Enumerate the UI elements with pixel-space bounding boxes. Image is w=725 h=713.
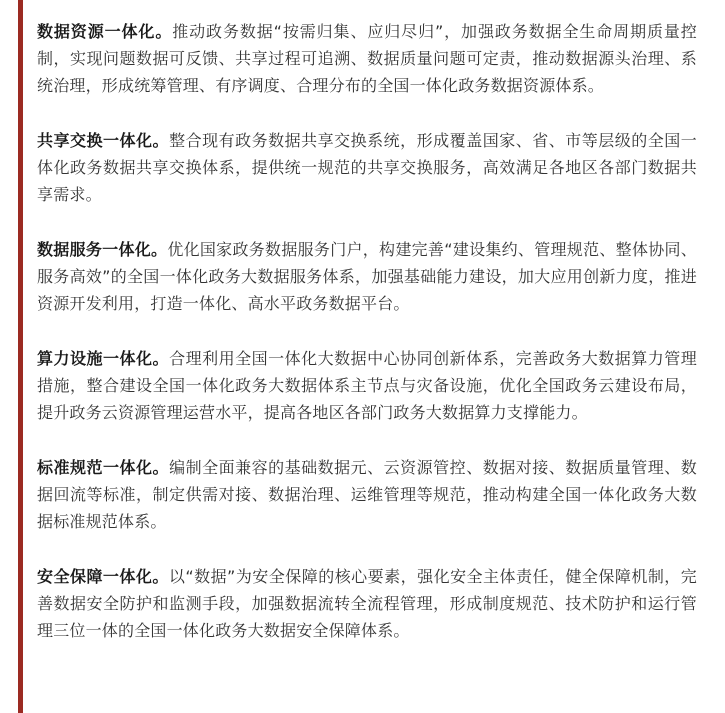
section-title: 数据服务一体化。 xyxy=(37,240,168,259)
section-title: 数据资源一体化。 xyxy=(37,22,173,41)
section-body: 编制全面兼容的基础数据元、云资源管控、数据对接、数据质量管理、数据回流等标准，制定供需对接、数据治理、运维管理等规范，推动构建全国一体化政务大数据标准规范体系。 xyxy=(37,458,697,531)
section-standards xyxy=(37,454,697,535)
section-body: 以“数据”为安全保障的核心要素，强化安全主体责任，健全保障机制，完善数据安全防护和监测手段，加强数据流转全流程管理，形成制度规范、技术防护和运行管理三位一体的全国一体化政务大数据安全保障体系。 xyxy=(37,567,697,640)
section-body: 优化国家政务数据服务门户，构建完善“建设集约、管理规范、整体协同、服务高效”的全国一体化政务大数据服务体系，加强基础能力建设，加大应用创新力度，推进资源开发利用，打造一体化、高水平政务数据平台。 xyxy=(37,240,698,313)
section-title: 标准规范一体化。 xyxy=(37,458,170,477)
section-security xyxy=(37,563,697,644)
section-data-services xyxy=(37,236,697,317)
section-body: 推动政务数据“按需归集、应归尽归”，加强政务数据全生命周期质量控制，实现问题数据可反馈、共享过程可追溯、数据质量问题可定责，推动数据源头治理、系统治理，形成统筹管理、有序调度、合理分布的全国一体化政务数据资源体系。 xyxy=(37,22,697,95)
section-sharing-exchange xyxy=(37,127,697,208)
section-body: 整合现有政务数据共享交换系统，形成覆盖国家、省、市等层级的全国一体化政务数据共享交换体系，提供统一规范的共享交换服务，高效满足各地区各部门数据共享需求。 xyxy=(37,131,697,204)
section-data-resources xyxy=(37,18,697,99)
section-body: 合理利用全国一体化大数据中心协同创新体系，完善政务大数据算力管理措施，整合建设全国一体化政务大数据体系主节点与灾备设施，优化全国政务云建设布局，提升政务云资源管理运营水平，提高各地区各部门政务大数据算力支撑能力。 xyxy=(37,349,697,422)
section-title: 共享交换一体化。 xyxy=(37,131,170,150)
article-content xyxy=(37,18,697,672)
section-title: 算力设施一体化。 xyxy=(37,349,170,368)
section-computing-facilities xyxy=(37,345,697,426)
accent-bar xyxy=(18,0,23,713)
section-title: 安全保障一体化。 xyxy=(37,567,169,586)
